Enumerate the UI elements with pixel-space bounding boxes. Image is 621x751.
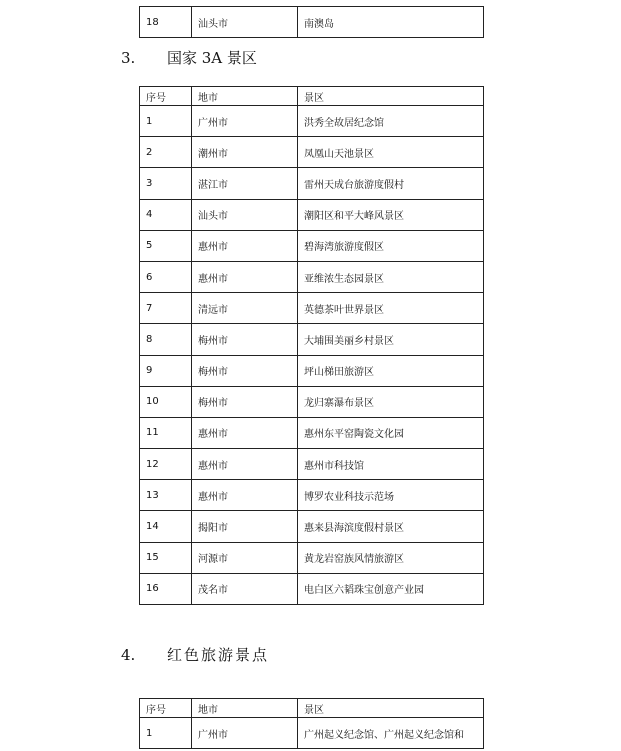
table-row (140, 480, 484, 511)
table-row (140, 261, 484, 292)
cell-city: 揭阳市 (192, 511, 298, 542)
cell-city: 梅州市 (192, 386, 298, 417)
continued-table (139, 6, 484, 38)
table-row (140, 511, 484, 542)
cell-spot: 南澳岛 (298, 7, 484, 38)
cell-no: 4 (140, 199, 192, 230)
cell-no: 1 (140, 718, 192, 749)
cell-no: 15 (140, 542, 192, 573)
cell-city: 惠州市 (192, 449, 298, 480)
cell-no: 13 (140, 480, 192, 511)
cell-city: 潮州市 (192, 137, 298, 168)
cell-spot: 坪山梯田旅游区 (298, 355, 484, 386)
header-no: 序号 (140, 699, 192, 718)
table-row (140, 7, 484, 38)
cell-spot: 惠州市科技馆 (298, 449, 484, 480)
cell-spot: 黄龙岩窑族风情旅游区 (298, 542, 484, 573)
table-row (140, 355, 484, 386)
section-4-number: 4. (121, 646, 136, 664)
header-spot: 景区 (298, 699, 484, 718)
scenic-3a-table (139, 86, 484, 605)
table-row (140, 573, 484, 604)
table-row (140, 137, 484, 168)
cell-no: 3 (140, 168, 192, 199)
table-row (140, 168, 484, 199)
cell-no: 1 (140, 106, 192, 137)
table-row (140, 542, 484, 573)
cell-spot: 电白区六韬珠宝创意产业园 (298, 573, 484, 604)
cell-spot: 惠州东平窑陶瓷文化园 (298, 417, 484, 448)
table-row (140, 449, 484, 480)
cell-spot: 龙归寨瀑布景区 (298, 386, 484, 417)
header-spot: 景区 (298, 87, 484, 106)
cell-no: 7 (140, 293, 192, 324)
table-row (140, 293, 484, 324)
cell-no: 6 (140, 261, 192, 292)
header-city: 地市 (192, 699, 298, 718)
table-row (140, 199, 484, 230)
cell-spot: 洪秀全故居纪念馆 (298, 106, 484, 137)
cell-spot: 雷州天成台旅游度假村 (298, 168, 484, 199)
cell-spot: 碧海湾旅游度假区 (298, 230, 484, 261)
cell-city: 梅州市 (192, 355, 298, 386)
cell-city: 广州市 (192, 718, 298, 749)
section-3-heading (121, 47, 257, 68)
header-no: 序号 (140, 87, 192, 106)
cell-no: 12 (140, 449, 192, 480)
cell-spot: 大埔围美丽乡村景区 (298, 324, 484, 355)
cell-city: 惠州市 (192, 261, 298, 292)
cell-spot: 潮阳区和平大峰风景区 (298, 199, 484, 230)
cell-spot: 英德茶叶世界景区 (298, 293, 484, 324)
table-row (140, 106, 484, 137)
section-3-title: 国家 3A 景区 (167, 49, 257, 67)
cell-no: 5 (140, 230, 192, 261)
cell-city: 汕头市 (192, 7, 298, 38)
table-row (140, 417, 484, 448)
table-row (140, 718, 484, 749)
cell-no: 16 (140, 573, 192, 604)
cell-city: 河源市 (192, 542, 298, 573)
cell-no: 8 (140, 324, 192, 355)
cell-no: 18 (140, 7, 192, 38)
table-header-row (140, 699, 484, 718)
cell-city: 汕头市 (192, 199, 298, 230)
cell-city: 广州市 (192, 106, 298, 137)
cell-spot: 博罗农业科技示范场 (298, 480, 484, 511)
cell-no: 9 (140, 355, 192, 386)
red-tourism-table-body (140, 699, 484, 749)
cell-spot: 广州起义纪念馆、广州起义纪念馆和 (298, 718, 484, 749)
cell-spot: 惠来县海滨度假村景区 (298, 511, 484, 542)
cell-city: 湛江市 (192, 168, 298, 199)
section-4-heading (121, 644, 269, 665)
header-city: 地市 (192, 87, 298, 106)
cell-city: 惠州市 (192, 417, 298, 448)
cell-spot: 亚维浓生态园景区 (298, 261, 484, 292)
continued-table-body (140, 7, 484, 38)
cell-city: 惠州市 (192, 480, 298, 511)
cell-no: 10 (140, 386, 192, 417)
cell-city: 茂名市 (192, 573, 298, 604)
section-4-title: 红色旅游景点 (167, 646, 270, 664)
cell-no: 2 (140, 137, 192, 168)
table-row (140, 230, 484, 261)
cell-city: 清远市 (192, 293, 298, 324)
red-tourism-table (139, 698, 484, 749)
section-3-number: 3. (121, 49, 136, 67)
table-row (140, 324, 484, 355)
cell-city: 惠州市 (192, 230, 298, 261)
cell-spot: 凤凰山天池景区 (298, 137, 484, 168)
table-row (140, 386, 484, 417)
table-header-row (140, 87, 484, 106)
cell-no: 14 (140, 511, 192, 542)
cell-city: 梅州市 (192, 324, 298, 355)
scenic-3a-table-body (140, 87, 484, 605)
cell-no: 11 (140, 417, 192, 448)
